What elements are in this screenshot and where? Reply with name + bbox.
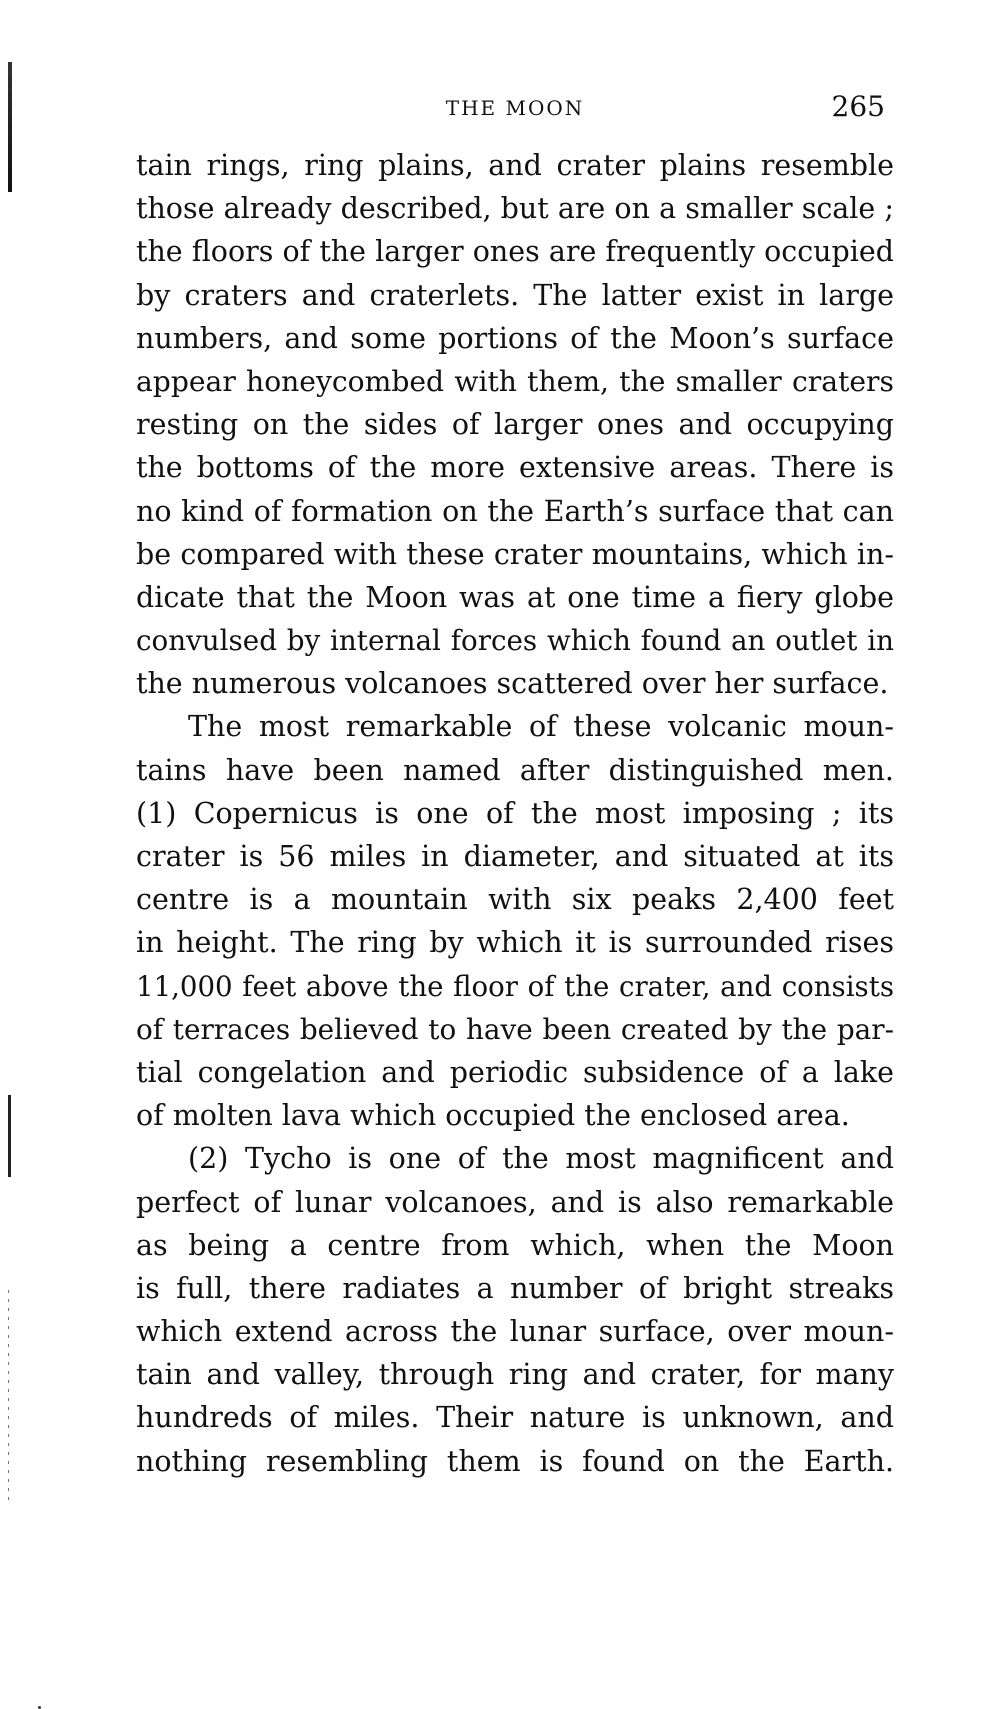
text-line: the floors of the larger ones are frequently occupied: [136, 235, 894, 269]
text-line: the bottoms of the more extensive areas. There is: [136, 451, 894, 485]
scan-edge-mark: [8, 1095, 11, 1177]
text-line: is full, there radiates a number of bright streaks: [136, 1271, 894, 1305]
text-line: (1) Copernicus is one of the most imposing ; its: [136, 796, 894, 830]
text-line: be compared with these crater mountains, which in-: [136, 537, 894, 571]
text-line: tain and valley, through ring and crater, for many: [136, 1358, 894, 1392]
paragraph-first-line: The most remarkable of these volcanic moun-: [188, 710, 894, 744]
text-line: appear honeycombed with them, the smaller craters: [136, 364, 894, 398]
text-line: the numerous volcanoes scattered over her surface.: [136, 667, 889, 701]
text-line: crater is 56 miles in diameter, and situated at its: [136, 840, 894, 873]
text-line: dicate that the Moon was at one time a fiery globe: [136, 580, 894, 614]
text-line: of terraces believed to have been created by the par-: [136, 1012, 894, 1046]
paragraph-first-line: (2) Tycho is one of the most magnificent and: [188, 1142, 894, 1176]
text-line: resting on the sides of larger ones and occupying: [136, 408, 894, 442]
text-line: centre is a mountain with six peaks 2,400 feet: [136, 883, 894, 917]
text-line: as being a centre from which, when the Moon: [136, 1228, 894, 1262]
text-line: nothing resembling them is found on the Earth.: [136, 1444, 894, 1478]
text-line: in height. The ring by which it is surrounded rises: [136, 926, 894, 960]
text-line: perfect of lunar volcanoes, and is also remarkable: [136, 1185, 894, 1219]
text-line: those already described, but are on a smaller scale ;: [136, 192, 894, 226]
text-line: of molten lava which occupied the enclosed area.: [136, 1099, 850, 1133]
text-line: no kind of formation on the Earth’s surface that can: [136, 494, 894, 528]
text-line: by craters and craterlets. The latter exist in large: [136, 278, 894, 312]
page-number: 265: [831, 90, 885, 123]
running-head: [137, 92, 893, 126]
text-line: tains have been named after distinguished men.: [136, 753, 894, 787]
scan-edge-dots: [8, 1290, 9, 1500]
text-line: convulsed by internal forces which found an outlet in: [136, 624, 894, 658]
text-line: tial congelation and periodic subsidence of a lake: [136, 1055, 894, 1089]
text-line: tain rings, ring plains, and crater plains resemble: [136, 149, 894, 182]
running-title: THE MOON: [445, 96, 585, 120]
scan-edge-mark: [8, 62, 12, 192]
text-line: hundreds of miles. Their nature is unknown, and: [136, 1401, 894, 1435]
text-line: which extend across the lunar surface, over moun-: [136, 1315, 894, 1349]
text-line: 11,000 feet above the floor of the crater, and consists: [136, 969, 894, 1003]
text-line: numbers, and some portions of the Moon’s surface: [136, 321, 894, 355]
body-text: [136, 144, 894, 1483]
